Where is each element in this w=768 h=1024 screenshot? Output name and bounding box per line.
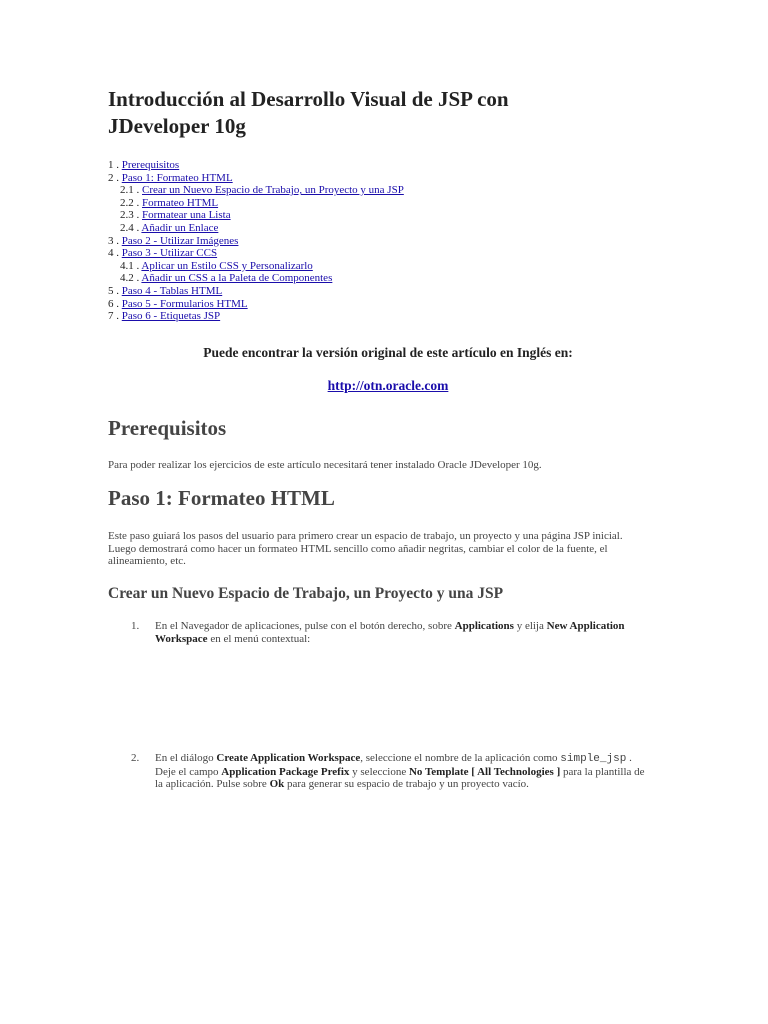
toc-link[interactable]: Formateo HTML — [142, 196, 219, 209]
prerequisitos-heading: Prerequisitos — [108, 416, 227, 440]
table-of-contents — [108, 159, 404, 323]
toc-item-number: 7 . — [108, 310, 122, 323]
list-item-number: 2. — [131, 752, 140, 764]
toc-item-number: 2.4 . — [120, 221, 142, 234]
code-snippet: simple_jsp — [560, 753, 627, 765]
toc-item-number: 6 . — [108, 297, 122, 310]
toc-link[interactable]: Paso 4 - Tablas HTML — [121, 284, 223, 297]
toc-item — [108, 184, 404, 197]
toc-item — [108, 235, 404, 248]
toc-link[interactable]: Aplicar un Estilo CSS y Personalizarlo — [141, 259, 313, 272]
toc-item — [108, 272, 404, 285]
toc-item-number: 4.2 . — [120, 272, 142, 285]
toc-item-number: 2.2 . — [120, 196, 142, 209]
toc-link[interactable]: Paso 1: Formateo HTML — [121, 171, 233, 184]
toc-item-number: 2.3 . — [120, 209, 142, 222]
original-version-note: Puede encontrar la versión original de este artículo en Inglés en: — [203, 345, 573, 360]
toc-link[interactable]: Paso 5 - Formularios HTML — [121, 297, 248, 310]
toc-link[interactable]: Paso 3 - Utilizar CCS — [121, 247, 218, 260]
original-version-link-wrap — [108, 378, 668, 394]
list-item-number: 1. — [131, 620, 140, 632]
toc-item — [108, 197, 404, 210]
toc-item-number: 5 . — [108, 284, 122, 297]
toc-link[interactable]: Crear un Nuevo Espacio de Trabajo, un Proyecto y una JSP — [142, 184, 404, 197]
toc-item — [108, 260, 404, 273]
toc-item — [108, 222, 404, 235]
paso1-heading: Paso 1: Formateo HTML — [108, 486, 335, 510]
toc-item — [108, 209, 404, 222]
section-heading: Crear un Nuevo Espacio de Trabajo, un Proyecto y una JSP — [108, 585, 504, 602]
toc-link[interactable]: Añadir un Enlace — [141, 221, 219, 234]
toc-link[interactable]: Formatear una Lista — [142, 209, 231, 222]
toc-item-number: 3 . — [108, 234, 122, 247]
toc-item-number: 4 . — [108, 247, 122, 260]
original-version-link[interactable]: http://otn.oracle.com — [327, 378, 449, 393]
prerequisitos-text: Para poder realizar los ejercicios de este artículo necesitará tener instalado Oracle JDeveloper 10g. — [108, 459, 542, 471]
toc-item — [108, 285, 404, 298]
page-title: Introducción al Desarrollo Visual de JSP con JDeveloper 10g — [108, 87, 509, 138]
toc-item — [108, 159, 404, 172]
toc-item — [108, 247, 404, 260]
toc-item-number: 4.1 . — [120, 259, 142, 272]
paso1-text: Este paso guiará los pasos del usuario para primero crear un espacio de trabajo, un proyecto y una página JSP inicial. Luego demostrará como hacer un formateo HTML sencillo como añadir negritas, cambiar el color de la fuente, el alineamiento, etc. — [108, 530, 623, 568]
toc-link[interactable]: Prerequisitos — [121, 159, 180, 171]
list-item-text: En el diálogo Create Application Workspace, seleccione el nombre de la aplicación como simple_jsp . Deje el campo Application Package Prefix y seleccione No Template [ All Technologies ] para la plantilla de la aplicación. Pulse sobre Ok para generar su espacio de trabajo y un proyecto vacío. — [155, 752, 645, 791]
toc-item — [108, 298, 404, 311]
toc-link[interactable]: Paso 2 - Utilizar Imágenes — [121, 234, 239, 247]
toc-item-number: 2.1 . — [120, 184, 142, 197]
toc-link[interactable]: Paso 6 - Etiquetas JSP — [121, 310, 221, 323]
list-item-text: En el Navegador de aplicaciones, pulse con el botón derecho, sobre Applications y elija New Application Workspace en el menú contextual: — [155, 620, 625, 645]
toc-item — [108, 172, 404, 185]
toc-item-number: 1 . — [108, 159, 122, 171]
toc-item — [108, 310, 404, 323]
toc-item-number: 2 . — [108, 171, 122, 184]
toc-link[interactable]: Añadir un CSS a la Paleta de Componentes — [141, 272, 333, 285]
